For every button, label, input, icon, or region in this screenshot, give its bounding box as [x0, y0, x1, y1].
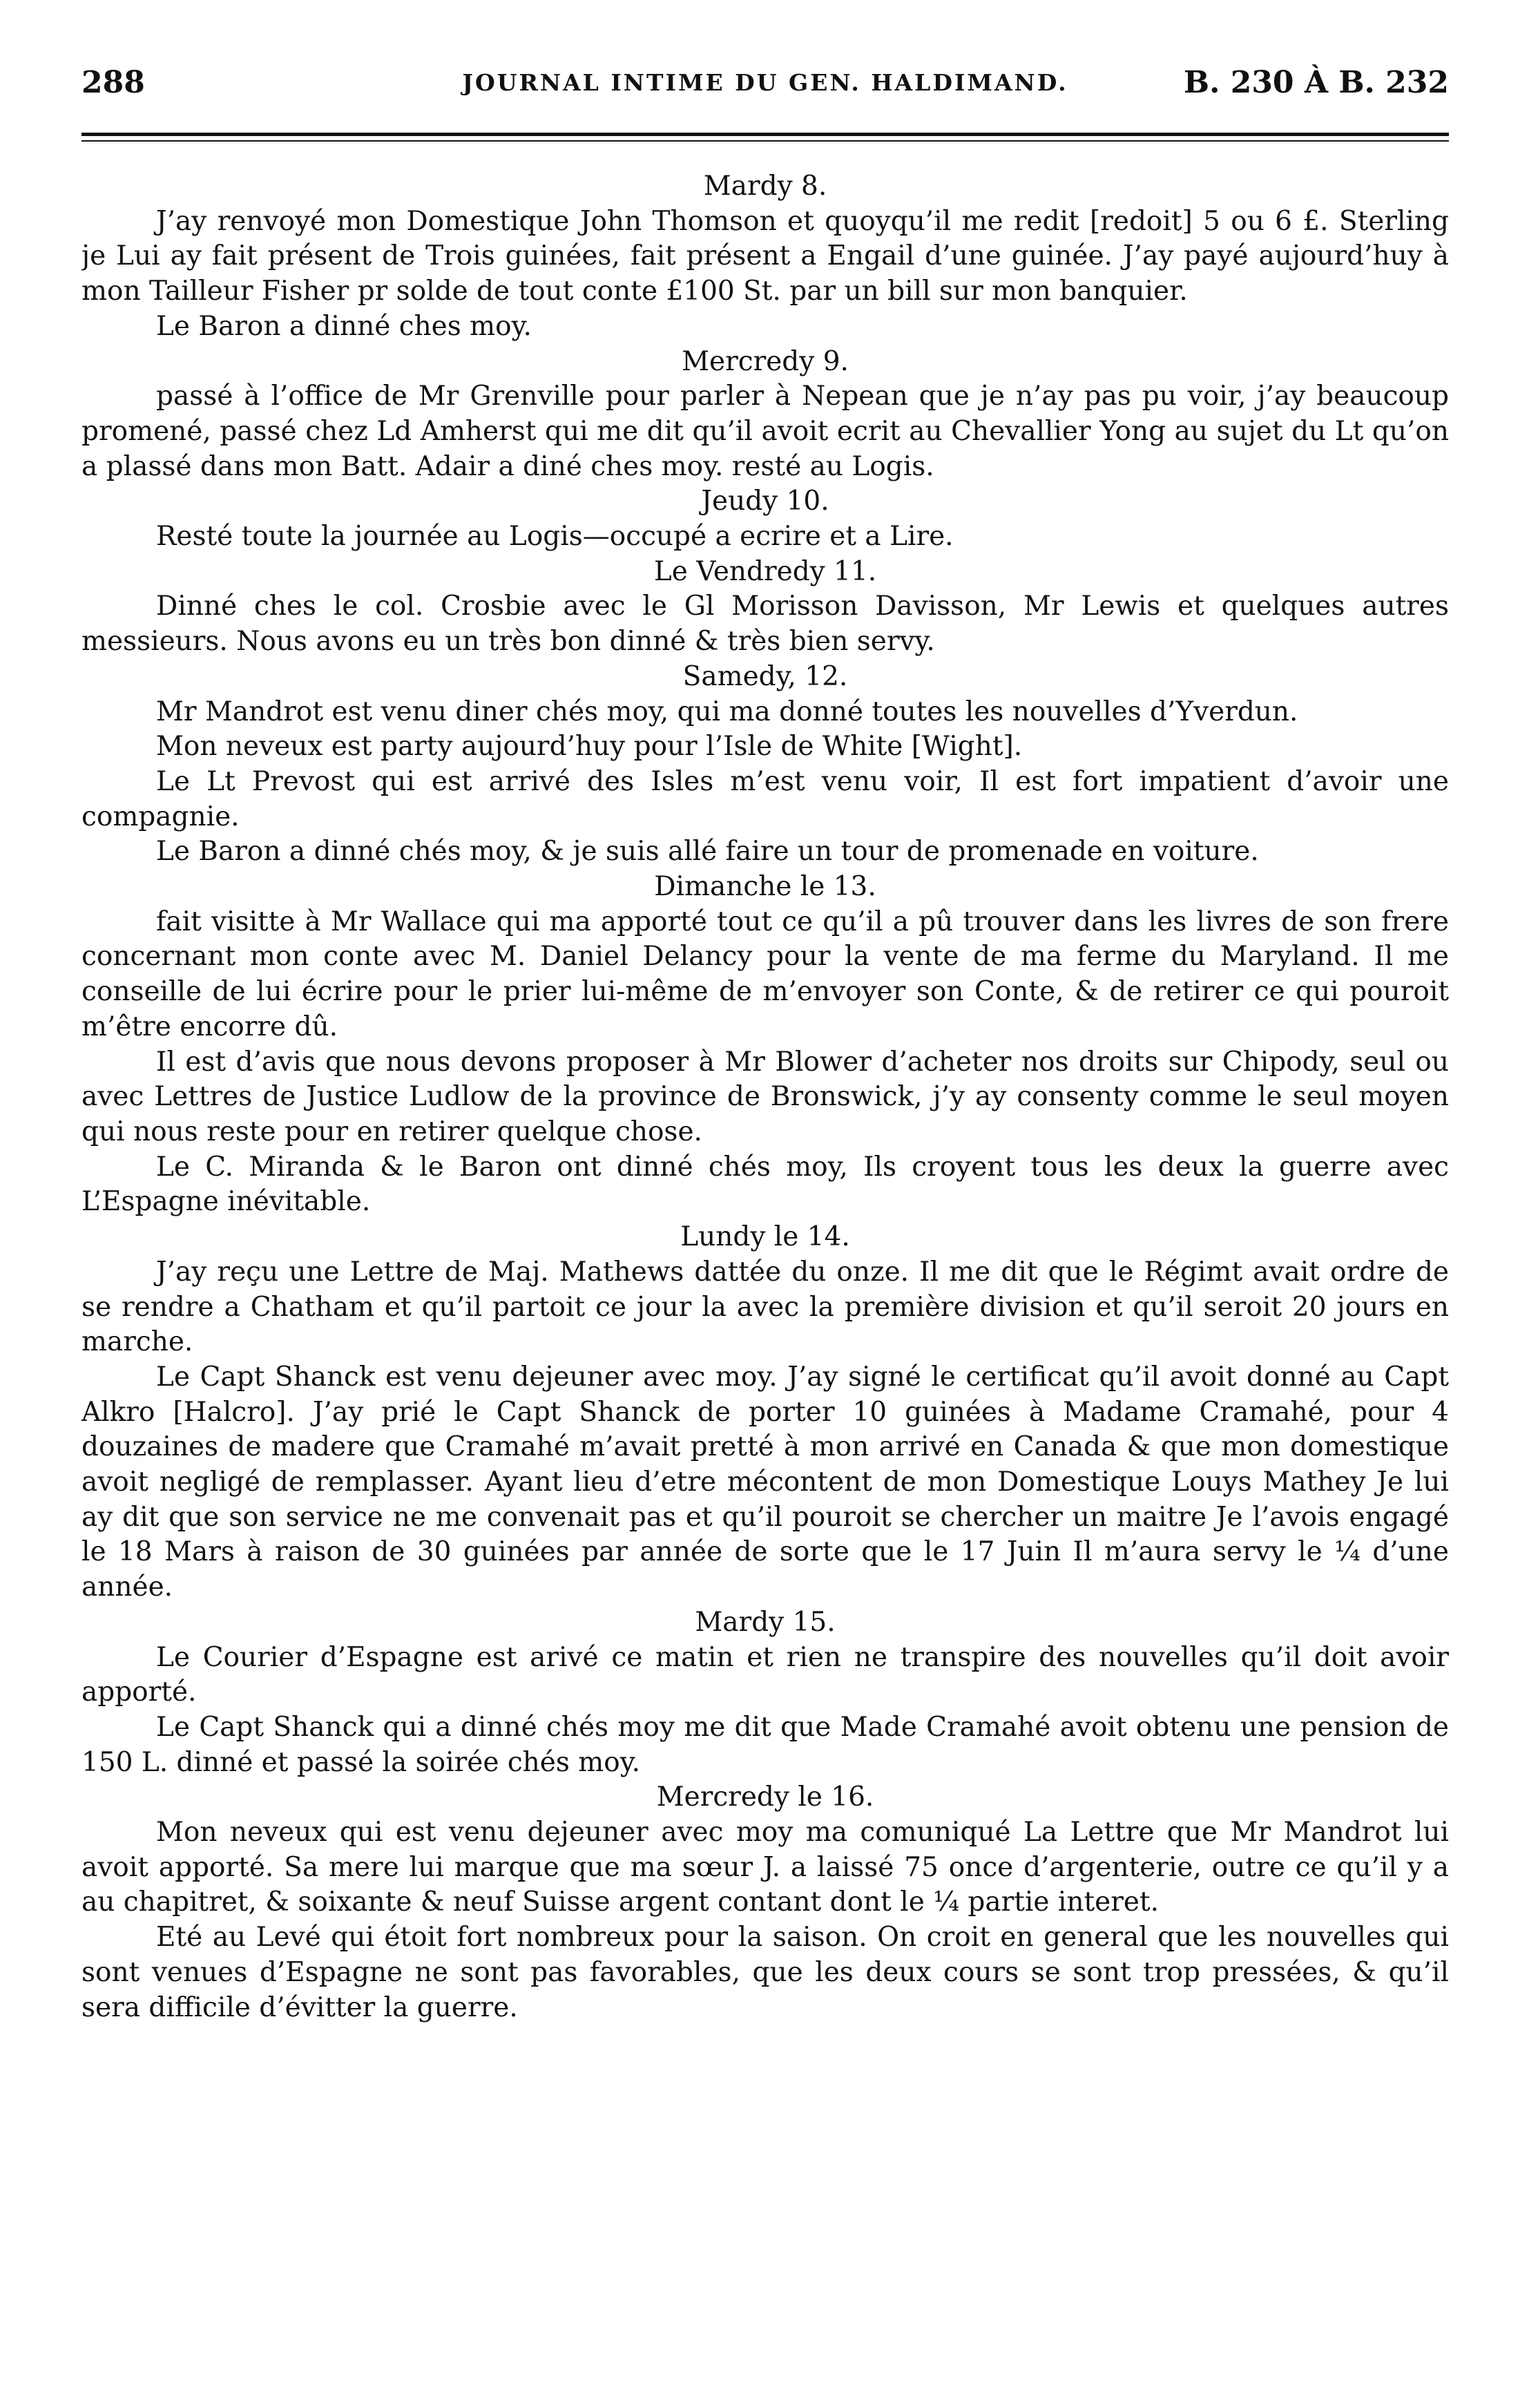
- paragraph: J’ay reçu une Lettre de Maj. Mathews dattée du onze. Il me dit que le Régimt avait ordre de se rendre a Chatham et qu’il partoit ce jour la avec la première division et qu’il seroit 20 jours en marche.: [81, 1256, 1449, 1358]
- paragraph: J’ay renvoyé mon Domestique John Thomson et quoyqu’il me redit [redoit] 5 ou 6 £. Sterling je Lui ay fait présent de Trois guinées, fait présent a Engail d’une guinée. J’ay payé aujourd’huy à mon Tailleur Fisher pr solde de tout conte £100 St. par un bill sur mon banquier.: [81, 205, 1449, 307]
- journal-text: [81, 169, 1449, 2025]
- paragraph: Le Capt Shanck est venu dejeuner avec moy. J’ay signé le certificat qu’il avoit donné au Capt Alkro [Halcro]. J’ay prié le Capt Shanck de porter 10 guinées à Madame Cramahé, pour 4 douzaines de madere que Cramahé m’avait pretté à mon arrivé en Canada & que mon domestique avoit negligé de remplasser. Ayant lieu d’etre mécontent de mon Domestique Louys Mathey Je lui ay dit que son service ne me convenait pas et qu’il pouroit se chercher un maitre Je l’avois engagé le 18 Mars à raison de 30 guinées par année de sorte que le 17 Juin Il m’aura servy le ¼ d’une année.: [81, 1361, 1449, 1603]
- entry-date: Mardy 15.: [695, 1606, 836, 1638]
- paragraph: Le Baron a dinné ches moy.: [156, 310, 532, 342]
- paragraph: Le Courier d’Espagne est arivé ce matin et rien ne transpire des nouvelles qu’il doit avoir apporté.: [81, 1641, 1449, 1708]
- entry-date: Le Vendredy 11.: [653, 555, 877, 587]
- running-header: [81, 48, 1449, 124]
- entry-date: Dimanche le 13.: [654, 871, 876, 903]
- header-rule-thin: [81, 140, 1449, 142]
- paragraph: Le Capt Shanck qui a dinné chés moy me dit que Made Cramahé avoit obtenu une pension de 150 L. dinné et passé la soirée chés moy.: [81, 1711, 1449, 1778]
- archive-reference: B. 230 À B. 232: [1183, 65, 1449, 100]
- header-rule: [81, 133, 1449, 136]
- page-number: 288: [81, 65, 145, 100]
- paragraph: fait visitte à Mr Wallace qui ma apporté tout ce qu’il a pû trouver dans les livres de son frere concernant mon conte avec M. Daniel Delancy pour la vente de ma ferme du Maryland. Il me conseille de lui écrire pour le prier lui-même de m’envoyer son Conte, & de retirer ce qui pouroit m’être encorre dû.: [81, 906, 1449, 1042]
- paragraph: Mr Mandrot est venu diner chés moy, qui ma donné toutes les nouvelles d’Yverdun.: [156, 696, 1298, 727]
- entry-date: Mercredy 9.: [682, 345, 849, 377]
- paragraph: Mon neveux est party aujourd’huy pour l’Isle de White [Wight].: [156, 731, 1023, 763]
- entry-date: Samedy, 12.: [682, 660, 848, 692]
- paragraph: Mon neveux qui est venu dejeuner avec moy ma comuniqué La Lettre que Mr Mandrot lui avoit apporté. Sa mere lui marque que ma sœur J. a laissé 75 once d’argenterie, outre ce qu’il y a au chapitret, & soixante & neuf Suisse argent contant dont le ¼ partie interet.: [81, 1817, 1449, 1918]
- running-title: JOURNAL INTIME DU GEN. HALDIMAND.: [462, 69, 1068, 96]
- entry-date: Lundy le 14.: [680, 1221, 850, 1253]
- entry-date: Jeudy 10.: [701, 486, 829, 517]
- paragraph: Le C. Miranda & le Baron ont dinné chés moy, Ils croyent tous les deux la guerre avec L’Espagne inévitable.: [81, 1151, 1449, 1218]
- paragraph: Dinné ches le col. Crosbie avec le Gl Morisson Davisson, Mr Lewis et quelques autres messieurs. Nous avons eu un très bon dinné & très bien servy.: [81, 591, 1449, 658]
- paragraph: Le Lt Prevost qui est arrivé des Isles m’est venu voir, Il est fort impatient d’avoir une compagnie.: [81, 765, 1449, 832]
- paragraph: Le Baron a dinné chés moy, & je suis allé faire un tour de promenade en voiture.: [156, 836, 1259, 868]
- page: [81, 48, 1449, 2376]
- paragraph: Il est d’avis que nous devons proposer à Mr Blower d’acheter nos droits sur Chipody, seul ou avec Lettres de Justice Ludlow de la province de Bronswick, j’y ay consenty comme le seul moyen qui nous reste pour en retirer quelque chose.: [81, 1046, 1449, 1147]
- entry-date: Mercredy le 16.: [656, 1781, 874, 1813]
- paragraph: Eté au Levé qui étoit fort nombreux pour la saison. On croit en general que les nouvelles qui sont venues d’Espagne ne sont pas favorables, que les deux cours se sont trop pressées, & qu’il sera difficile d’évitter la guerre.: [81, 1922, 1449, 2023]
- paragraph: Resté toute la journée au Logis—occupé a ecrire et a Lire.: [156, 521, 954, 553]
- paragraph: passé à l’office de Mr Grenville pour parler à Nepean que je n’ay pas pu voir, j’ay beaucoup promené, passé chez Ld Amherst qui me dit qu’il avoit ecrit au Chevallier Yong au sujet du Lt qu’on a plassé dans mon Batt. Adair a diné ches moy. resté au Logis.: [81, 381, 1449, 482]
- entry-date: Mardy 8.: [703, 171, 827, 202]
